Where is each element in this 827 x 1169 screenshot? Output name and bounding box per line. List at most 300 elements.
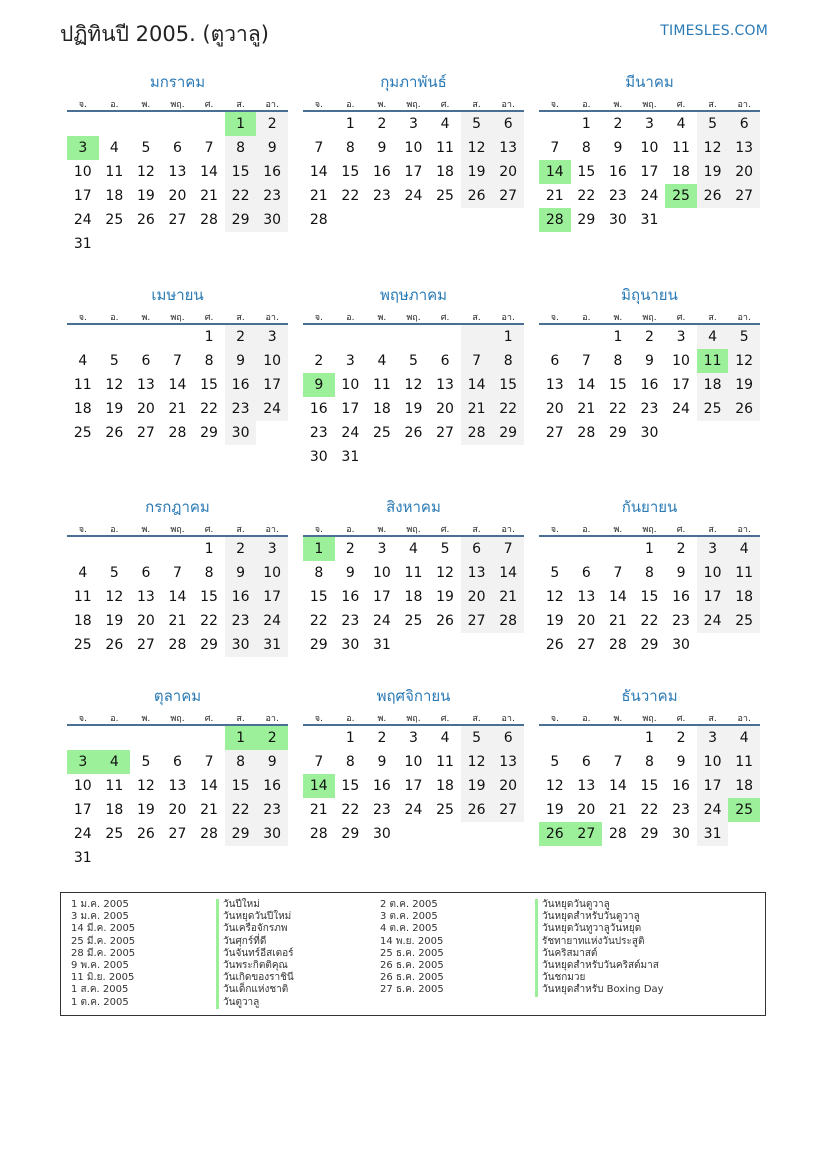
day-cell[interactable]: 20: [577, 613, 596, 629]
day-cell[interactable]: 19: [728, 373, 760, 397]
day-cell[interactable]: 26: [136, 826, 155, 842]
holiday-day-cell[interactable]: 26: [539, 822, 571, 846]
day-cell[interactable]: 20: [577, 802, 596, 818]
day-cell[interactable]: 17: [73, 188, 92, 204]
day-cell[interactable]: 23: [309, 425, 328, 441]
day-cell[interactable]: 23: [256, 184, 288, 208]
day-cell[interactable]: 8: [225, 136, 257, 160]
day-cell[interactable]: 5: [109, 565, 119, 581]
day-cell[interactable]: 10: [697, 561, 729, 585]
day-cell[interactable]: 23: [372, 802, 391, 818]
day-cell[interactable]: 28: [168, 425, 187, 441]
holiday-day-cell[interactable]: 1: [225, 112, 257, 136]
day-cell[interactable]: 8: [645, 754, 654, 770]
day-cell[interactable]: 23: [608, 188, 627, 204]
day-cell[interactable]: 28: [608, 637, 627, 653]
day-cell[interactable]: 11: [436, 754, 454, 770]
day-cell[interactable]: 19: [136, 188, 155, 204]
day-cell[interactable]: 11: [404, 565, 423, 581]
day-cell[interactable]: 15: [577, 164, 596, 180]
day-cell[interactable]: 8: [581, 140, 591, 156]
day-cell[interactable]: 16: [309, 401, 328, 417]
holiday-day-cell[interactable]: 3: [67, 136, 99, 160]
day-cell[interactable]: 10: [640, 140, 659, 156]
holiday-day-cell[interactable]: 27: [571, 822, 603, 846]
day-cell[interactable]: 16: [640, 377, 659, 393]
day-cell[interactable]: 27: [492, 184, 524, 208]
day-cell[interactable]: 29: [577, 212, 596, 228]
day-cell[interactable]: 22: [640, 613, 659, 629]
day-cell[interactable]: 21: [200, 188, 218, 204]
day-cell[interactable]: 24: [672, 401, 690, 417]
day-cell[interactable]: 10: [341, 377, 360, 393]
day-cell[interactable]: 9: [225, 561, 257, 585]
day-cell[interactable]: 4: [78, 565, 88, 581]
day-cell[interactable]: 3: [409, 730, 418, 746]
day-cell[interactable]: 24: [73, 826, 92, 842]
day-cell[interactable]: 30: [640, 425, 659, 441]
day-cell[interactable]: 20: [728, 160, 760, 184]
day-cell[interactable]: 22: [577, 188, 596, 204]
day-cell[interactable]: 17: [697, 585, 729, 609]
holiday-day-cell[interactable]: 28: [539, 208, 571, 232]
day-cell[interactable]: 11: [105, 778, 124, 794]
day-cell[interactable]: 29: [341, 826, 360, 842]
day-cell[interactable]: 9: [345, 565, 355, 581]
day-cell[interactable]: 27: [492, 798, 524, 822]
holiday-day-cell[interactable]: 25: [665, 184, 697, 208]
day-cell[interactable]: 8: [645, 565, 654, 581]
day-cell[interactable]: 18: [728, 774, 760, 798]
day-cell[interactable]: 6: [173, 140, 182, 156]
day-cell[interactable]: 11: [672, 140, 690, 156]
day-cell[interactable]: 15: [492, 373, 524, 397]
day-cell[interactable]: 19: [404, 401, 423, 417]
day-cell[interactable]: 29: [225, 822, 257, 846]
holiday-day-cell[interactable]: 1: [225, 726, 257, 750]
holiday-day-cell[interactable]: 14: [539, 160, 571, 184]
day-cell[interactable]: 5: [728, 325, 760, 349]
day-cell[interactable]: 10: [73, 778, 92, 794]
day-cell[interactable]: 29: [608, 425, 627, 441]
day-cell[interactable]: 13: [492, 750, 524, 774]
day-cell[interactable]: 21: [309, 188, 328, 204]
day-cell[interactable]: 5: [550, 754, 560, 770]
day-cell[interactable]: 17: [73, 802, 92, 818]
day-cell[interactable]: 18: [728, 585, 760, 609]
day-cell[interactable]: 8: [345, 754, 355, 770]
day-cell[interactable]: 31: [73, 236, 92, 252]
day-cell[interactable]: 10: [404, 140, 423, 156]
day-cell[interactable]: 10: [697, 750, 729, 774]
day-cell[interactable]: 20: [168, 188, 187, 204]
day-cell[interactable]: 15: [640, 589, 659, 605]
day-cell[interactable]: 15: [225, 160, 257, 184]
day-cell[interactable]: 21: [168, 401, 187, 417]
day-cell[interactable]: 19: [105, 401, 124, 417]
day-cell[interactable]: 3: [256, 325, 288, 349]
day-cell[interactable]: 24: [404, 188, 423, 204]
day-cell[interactable]: 27: [577, 637, 596, 653]
day-cell[interactable]: 3: [697, 537, 729, 561]
day-cell[interactable]: 5: [109, 353, 119, 369]
day-cell[interactable]: 22: [341, 188, 360, 204]
day-cell[interactable]: 3: [377, 541, 387, 557]
day-cell[interactable]: 31: [256, 633, 288, 657]
day-cell[interactable]: 8: [204, 353, 214, 369]
day-cell[interactable]: 21: [608, 802, 627, 818]
day-cell[interactable]: 28: [577, 425, 596, 441]
day-cell[interactable]: 11: [436, 140, 454, 156]
day-cell[interactable]: 8: [492, 349, 524, 373]
day-cell[interactable]: 24: [372, 613, 391, 629]
day-cell[interactable]: 7: [173, 353, 182, 369]
day-cell[interactable]: 18: [73, 613, 92, 629]
day-cell[interactable]: 10: [256, 349, 288, 373]
day-cell[interactable]: 13: [545, 377, 564, 393]
day-cell[interactable]: 23: [640, 401, 659, 417]
day-cell[interactable]: 31: [640, 212, 659, 228]
day-cell[interactable]: 20: [492, 160, 524, 184]
day-cell[interactable]: 12: [545, 778, 564, 794]
day-cell[interactable]: 7: [550, 140, 560, 156]
day-cell[interactable]: 5: [550, 565, 560, 581]
day-cell[interactable]: 2: [345, 541, 355, 557]
day-cell[interactable]: 28: [461, 421, 493, 445]
day-cell[interactable]: 12: [404, 377, 423, 393]
day-cell[interactable]: 27: [436, 425, 454, 441]
day-cell[interactable]: 17: [256, 585, 288, 609]
day-cell[interactable]: 13: [577, 778, 596, 794]
day-cell[interactable]: 25: [105, 212, 124, 228]
day-cell[interactable]: 6: [492, 726, 524, 750]
day-cell[interactable]: 23: [672, 613, 690, 629]
day-cell[interactable]: 2: [314, 353, 324, 369]
day-cell[interactable]: 25: [404, 613, 423, 629]
day-cell[interactable]: 24: [697, 609, 729, 633]
day-cell[interactable]: 12: [136, 778, 155, 794]
day-cell[interactable]: 10: [404, 754, 423, 770]
day-cell[interactable]: 18: [436, 778, 454, 794]
day-cell[interactable]: 14: [608, 589, 627, 605]
day-cell[interactable]: 5: [461, 726, 493, 750]
day-cell[interactable]: 22: [225, 184, 257, 208]
day-cell[interactable]: 14: [168, 377, 187, 393]
day-cell[interactable]: 14: [461, 373, 493, 397]
day-cell[interactable]: 11: [105, 164, 124, 180]
day-cell[interactable]: 19: [545, 802, 564, 818]
day-cell[interactable]: 13: [136, 589, 155, 605]
day-cell[interactable]: 11: [728, 750, 760, 774]
holiday-day-cell[interactable]: 3: [67, 750, 99, 774]
day-cell[interactable]: 9: [377, 140, 387, 156]
day-cell[interactable]: 2: [225, 537, 257, 561]
day-cell[interactable]: 30: [608, 212, 627, 228]
day-cell[interactable]: 31: [73, 850, 92, 866]
day-cell[interactable]: 10: [73, 164, 92, 180]
day-cell[interactable]: 12: [697, 136, 729, 160]
day-cell[interactable]: 4: [440, 116, 450, 132]
day-cell[interactable]: 27: [728, 184, 760, 208]
brand-link[interactable]: TIMESLES.COM: [660, 23, 768, 39]
day-cell[interactable]: 14: [200, 164, 218, 180]
day-cell[interactable]: 17: [341, 401, 360, 417]
day-cell[interactable]: 5: [141, 754, 151, 770]
day-cell[interactable]: 10: [672, 353, 690, 369]
holiday-day-cell[interactable]: 4: [99, 750, 131, 774]
day-cell[interactable]: 27: [461, 609, 493, 633]
day-cell[interactable]: 24: [404, 802, 423, 818]
day-cell[interactable]: 23: [672, 802, 690, 818]
day-cell[interactable]: 9: [613, 140, 623, 156]
day-cell[interactable]: 9: [645, 353, 654, 369]
day-cell[interactable]: 6: [440, 353, 450, 369]
day-cell[interactable]: 1: [345, 116, 355, 132]
day-cell[interactable]: 9: [676, 565, 686, 581]
day-cell[interactable]: 20: [436, 401, 454, 417]
day-cell[interactable]: 14: [577, 377, 596, 393]
holiday-day-cell[interactable]: 11: [697, 349, 729, 373]
day-cell[interactable]: 15: [200, 589, 218, 605]
day-cell[interactable]: 5: [440, 541, 450, 557]
day-cell[interactable]: 26: [461, 184, 493, 208]
day-cell[interactable]: 7: [204, 140, 214, 156]
day-cell[interactable]: 16: [372, 778, 391, 794]
day-cell[interactable]: 24: [256, 397, 288, 421]
day-cell[interactable]: 22: [608, 401, 627, 417]
day-cell[interactable]: 2: [377, 730, 387, 746]
day-cell[interactable]: 13: [136, 377, 155, 393]
day-cell[interactable]: 21: [200, 802, 218, 818]
day-cell[interactable]: 18: [372, 401, 391, 417]
day-cell[interactable]: 3: [697, 726, 729, 750]
day-cell[interactable]: 27: [136, 637, 155, 653]
day-cell[interactable]: 6: [581, 565, 591, 581]
day-cell[interactable]: 22: [640, 802, 659, 818]
day-cell[interactable]: 7: [492, 537, 524, 561]
day-cell[interactable]: 6: [141, 565, 151, 581]
day-cell[interactable]: 4: [676, 116, 686, 132]
day-cell[interactable]: 2: [676, 730, 686, 746]
day-cell[interactable]: 7: [173, 565, 182, 581]
day-cell[interactable]: 3: [256, 537, 288, 561]
day-cell[interactable]: 11: [73, 589, 92, 605]
day-cell[interactable]: 12: [461, 136, 493, 160]
day-cell[interactable]: 25: [73, 637, 92, 653]
day-cell[interactable]: 24: [640, 188, 659, 204]
day-cell[interactable]: 12: [105, 377, 124, 393]
day-cell[interactable]: 18: [404, 589, 423, 605]
day-cell[interactable]: 11: [728, 561, 760, 585]
day-cell[interactable]: 18: [436, 164, 454, 180]
day-cell[interactable]: 13: [461, 561, 493, 585]
day-cell[interactable]: 13: [492, 136, 524, 160]
day-cell[interactable]: 25: [436, 802, 454, 818]
day-cell[interactable]: 1: [204, 541, 214, 557]
day-cell[interactable]: 19: [461, 774, 493, 798]
day-cell[interactable]: 15: [341, 164, 360, 180]
day-cell[interactable]: 17: [404, 778, 423, 794]
day-cell[interactable]: 17: [404, 164, 423, 180]
day-cell[interactable]: 24: [341, 425, 360, 441]
day-cell[interactable]: 1: [345, 730, 355, 746]
day-cell[interactable]: 9: [256, 750, 288, 774]
day-cell[interactable]: 5: [141, 140, 151, 156]
day-cell[interactable]: 23: [256, 798, 288, 822]
day-cell[interactable]: 7: [613, 754, 623, 770]
day-cell[interactable]: 22: [309, 613, 328, 629]
day-cell[interactable]: 14: [492, 561, 524, 585]
day-cell[interactable]: 2: [676, 541, 686, 557]
day-cell[interactable]: 23: [225, 609, 257, 633]
day-cell[interactable]: 31: [372, 637, 391, 653]
day-cell[interactable]: 20: [492, 774, 524, 798]
day-cell[interactable]: 30: [672, 637, 690, 653]
day-cell[interactable]: 9: [377, 754, 387, 770]
day-cell[interactable]: 20: [461, 585, 493, 609]
day-cell[interactable]: 28: [309, 826, 328, 842]
day-cell[interactable]: 17: [697, 774, 729, 798]
day-cell[interactable]: 2: [613, 116, 623, 132]
day-cell[interactable]: 4: [409, 541, 418, 557]
day-cell[interactable]: 17: [672, 377, 690, 393]
day-cell[interactable]: 2: [256, 112, 288, 136]
day-cell[interactable]: 26: [728, 397, 760, 421]
day-cell[interactable]: 16: [256, 774, 288, 798]
day-cell[interactable]: 2: [377, 116, 387, 132]
day-cell[interactable]: 30: [372, 826, 391, 842]
day-cell[interactable]: 3: [409, 116, 418, 132]
day-cell[interactable]: 30: [309, 449, 328, 465]
day-cell[interactable]: 20: [168, 802, 187, 818]
day-cell[interactable]: 15: [309, 589, 328, 605]
day-cell[interactable]: 9: [225, 349, 257, 373]
day-cell[interactable]: 22: [200, 401, 218, 417]
day-cell[interactable]: 11: [73, 377, 92, 393]
day-cell[interactable]: 5: [461, 112, 493, 136]
day-cell[interactable]: 27: [168, 826, 187, 842]
day-cell[interactable]: 30: [672, 826, 690, 842]
holiday-day-cell[interactable]: 14: [303, 774, 335, 798]
day-cell[interactable]: 4: [728, 726, 760, 750]
day-cell[interactable]: 23: [225, 397, 257, 421]
day-cell[interactable]: 25: [73, 425, 92, 441]
day-cell[interactable]: 7: [314, 754, 324, 770]
day-cell[interactable]: 19: [545, 613, 564, 629]
day-cell[interactable]: 4: [109, 140, 119, 156]
day-cell[interactable]: 6: [581, 754, 591, 770]
day-cell[interactable]: 6: [550, 353, 560, 369]
day-cell[interactable]: 18: [697, 373, 729, 397]
day-cell[interactable]: 26: [697, 184, 729, 208]
day-cell[interactable]: 20: [136, 401, 155, 417]
day-cell[interactable]: 25: [728, 609, 760, 633]
day-cell[interactable]: 25: [372, 425, 391, 441]
day-cell[interactable]: 9: [676, 754, 686, 770]
day-cell[interactable]: 29: [492, 421, 524, 445]
day-cell[interactable]: 26: [136, 212, 155, 228]
day-cell[interactable]: 29: [200, 637, 218, 653]
day-cell[interactable]: 24: [256, 609, 288, 633]
day-cell[interactable]: 5: [409, 353, 418, 369]
day-cell[interactable]: 6: [461, 537, 493, 561]
day-cell[interactable]: 16: [225, 585, 257, 609]
day-cell[interactable]: 29: [200, 425, 218, 441]
day-cell[interactable]: 8: [613, 353, 623, 369]
day-cell[interactable]: 22: [341, 802, 360, 818]
day-cell[interactable]: 22: [200, 613, 218, 629]
day-cell[interactable]: 26: [105, 637, 124, 653]
day-cell[interactable]: 10: [372, 565, 391, 581]
day-cell[interactable]: 20: [136, 613, 155, 629]
day-cell[interactable]: 19: [461, 160, 493, 184]
day-cell[interactable]: 8: [345, 140, 355, 156]
day-cell[interactable]: 12: [436, 565, 454, 581]
day-cell[interactable]: 23: [341, 613, 360, 629]
day-cell[interactable]: 26: [545, 637, 564, 653]
day-cell[interactable]: 30: [225, 633, 257, 657]
day-cell[interactable]: 13: [168, 778, 187, 794]
day-cell[interactable]: 7: [581, 353, 591, 369]
day-cell[interactable]: 17: [256, 373, 288, 397]
day-cell[interactable]: 29: [640, 637, 659, 653]
day-cell[interactable]: 25: [697, 397, 729, 421]
day-cell[interactable]: 12: [105, 589, 124, 605]
day-cell[interactable]: 4: [440, 730, 450, 746]
day-cell[interactable]: 20: [545, 401, 564, 417]
holiday-day-cell[interactable]: 25: [728, 798, 760, 822]
day-cell[interactable]: 30: [256, 822, 288, 846]
day-cell[interactable]: 21: [577, 401, 596, 417]
day-cell[interactable]: 3: [645, 116, 654, 132]
day-cell[interactable]: 10: [256, 561, 288, 585]
day-cell[interactable]: 25: [436, 188, 454, 204]
day-cell[interactable]: 31: [697, 822, 729, 846]
day-cell[interactable]: 26: [404, 425, 423, 441]
day-cell[interactable]: 22: [225, 798, 257, 822]
day-cell[interactable]: 7: [204, 754, 214, 770]
day-cell[interactable]: 24: [697, 798, 729, 822]
day-cell[interactable]: 1: [204, 329, 214, 345]
day-cell[interactable]: 16: [608, 164, 627, 180]
day-cell[interactable]: 4: [697, 325, 729, 349]
day-cell[interactable]: 14: [608, 778, 627, 794]
day-cell[interactable]: 7: [314, 140, 324, 156]
day-cell[interactable]: 6: [141, 353, 151, 369]
day-cell[interactable]: 21: [168, 613, 187, 629]
day-cell[interactable]: 8: [314, 565, 324, 581]
day-cell[interactable]: 5: [697, 112, 729, 136]
day-cell[interactable]: 4: [728, 537, 760, 561]
day-cell[interactable]: 17: [372, 589, 391, 605]
day-cell[interactable]: 1: [613, 329, 623, 345]
day-cell[interactable]: 29: [309, 637, 328, 653]
day-cell[interactable]: 16: [672, 778, 690, 794]
day-cell[interactable]: 28: [200, 826, 218, 842]
day-cell[interactable]: 28: [309, 212, 328, 228]
day-cell[interactable]: 7: [461, 349, 493, 373]
day-cell[interactable]: 15: [200, 377, 218, 393]
day-cell[interactable]: 28: [200, 212, 218, 228]
day-cell[interactable]: 16: [372, 164, 391, 180]
day-cell[interactable]: 1: [645, 541, 654, 557]
day-cell[interactable]: 16: [341, 589, 360, 605]
day-cell[interactable]: 1: [645, 730, 654, 746]
day-cell[interactable]: 9: [256, 136, 288, 160]
day-cell[interactable]: 19: [697, 160, 729, 184]
day-cell[interactable]: 27: [168, 212, 187, 228]
day-cell[interactable]: 13: [168, 164, 187, 180]
